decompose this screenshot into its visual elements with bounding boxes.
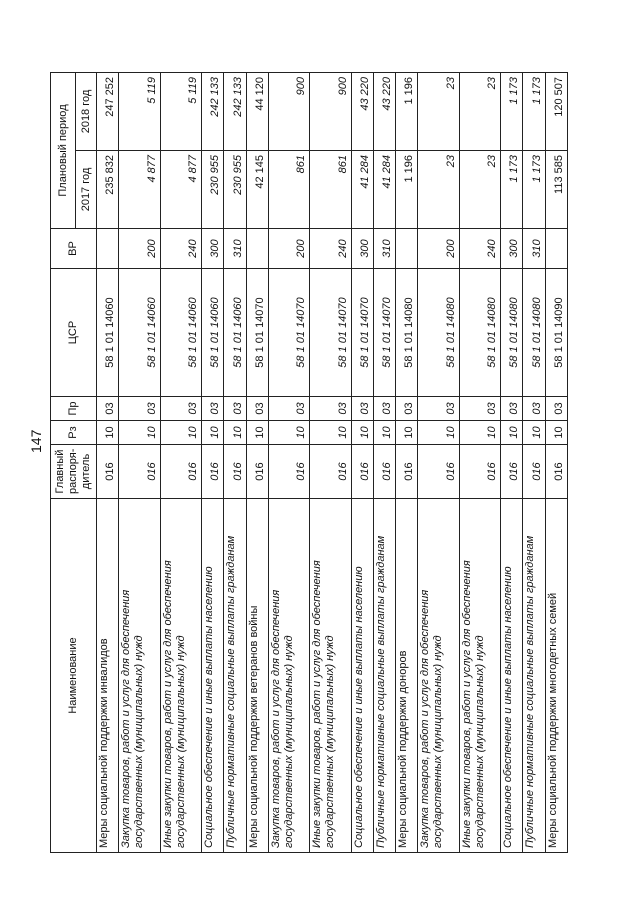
cell-v2017: 42 145 xyxy=(246,151,268,229)
cell-csr: 58 1 01 14060 xyxy=(97,269,119,397)
cell-v2017: 41 284 xyxy=(373,151,395,229)
cell-admin: 016 xyxy=(268,445,309,499)
cell-name: Социальное обеспечение и иные выплаты населению xyxy=(202,499,224,853)
col-header-2017: 2017 год xyxy=(76,151,97,229)
cell-admin: 016 xyxy=(202,445,224,499)
cell-pr: 03 xyxy=(119,397,160,421)
cell-v2018: 23 xyxy=(418,73,459,151)
page-number: 147 xyxy=(28,429,44,453)
table-row xyxy=(160,73,201,853)
cell-name: Публичные нормативные социальные выплаты гражданам xyxy=(224,499,246,853)
cell-csr: 58 1 01 14080 xyxy=(501,269,523,397)
cell-v2018: 1 173 xyxy=(501,73,523,151)
cell-pr: 03 xyxy=(396,397,418,421)
col-header-plan: Плановый период xyxy=(51,73,76,229)
cell-pr: 03 xyxy=(373,397,395,421)
cell-pr: 03 xyxy=(160,397,201,421)
cell-v2018: 242 133 xyxy=(202,73,224,151)
table-row xyxy=(523,73,545,853)
cell-v2017: 861 xyxy=(310,151,351,229)
cell-pr: 03 xyxy=(459,397,500,421)
cell-csr: 58 1 01 14070 xyxy=(246,269,268,397)
cell-v2018: 900 xyxy=(310,73,351,151)
cell-v2018: 5 119 xyxy=(160,73,201,151)
cell-name: Социальное обеспечение и иные выплаты населению xyxy=(501,499,523,853)
cell-csr: 58 1 01 14060 xyxy=(202,269,224,397)
cell-v2017: 4 877 xyxy=(160,151,201,229)
cell-csr: 58 1 01 14070 xyxy=(310,269,351,397)
cell-name: Публичные нормативные социальные выплаты гражданам xyxy=(523,499,545,853)
cell-v2018: 43 220 xyxy=(373,73,395,151)
cell-vr: 300 xyxy=(351,229,373,269)
cell-admin: 016 xyxy=(224,445,246,499)
cell-csr: 58 1 01 14060 xyxy=(119,269,160,397)
cell-vr xyxy=(246,229,268,269)
cell-csr: 58 1 01 14080 xyxy=(418,269,459,397)
col-header-admin: Главный распоря-дитель xyxy=(51,445,97,499)
cell-admin: 016 xyxy=(310,445,351,499)
cell-vr: 200 xyxy=(119,229,160,269)
cell-pr: 03 xyxy=(523,397,545,421)
cell-rz: 10 xyxy=(545,421,567,445)
table-row xyxy=(202,73,224,853)
cell-rz: 10 xyxy=(268,421,309,445)
cell-vr: 200 xyxy=(268,229,309,269)
cell-v2018: 120 507 xyxy=(545,73,567,151)
table-row xyxy=(119,73,160,853)
cell-v2018: 900 xyxy=(268,73,309,151)
table-row xyxy=(418,73,459,853)
cell-name: Закупка товаров, работ и услуг для обеспечения государственных (муниципальных) нужд xyxy=(418,499,459,853)
cell-name: Публичные нормативные социальные выплаты гражданам xyxy=(373,499,395,853)
cell-name: Меры социальной поддержки ветеранов войны xyxy=(246,499,268,853)
table-row xyxy=(373,73,395,853)
cell-admin: 016 xyxy=(545,445,567,499)
cell-name: Меры социальной поддержки инвалидов xyxy=(97,499,119,853)
cell-admin: 016 xyxy=(418,445,459,499)
table-body xyxy=(97,73,568,853)
cell-vr: 200 xyxy=(418,229,459,269)
cell-pr: 03 xyxy=(97,397,119,421)
cell-vr: 300 xyxy=(202,229,224,269)
table-row xyxy=(459,73,500,853)
cell-csr: 58 1 01 14060 xyxy=(224,269,246,397)
cell-rz: 10 xyxy=(351,421,373,445)
cell-name: Иные закупки товаров, работ и услуг для обеспечения государственных (муниципальных) нужд xyxy=(160,499,201,853)
cell-vr: 310 xyxy=(523,229,545,269)
cell-pr: 03 xyxy=(202,397,224,421)
cell-v2017: 230 955 xyxy=(202,151,224,229)
cell-rz: 10 xyxy=(224,421,246,445)
cell-csr: 58 1 01 14080 xyxy=(523,269,545,397)
cell-admin: 016 xyxy=(459,445,500,499)
cell-pr: 03 xyxy=(246,397,268,421)
cell-admin: 016 xyxy=(523,445,545,499)
budget-table xyxy=(50,72,568,853)
cell-rz: 10 xyxy=(310,421,351,445)
cell-admin: 016 xyxy=(396,445,418,499)
table-row xyxy=(396,73,418,853)
cell-rz: 10 xyxy=(396,421,418,445)
cell-pr: 03 xyxy=(418,397,459,421)
cell-rz: 10 xyxy=(418,421,459,445)
cell-csr: 58 1 01 14070 xyxy=(351,269,373,397)
col-header-pr: Пр xyxy=(51,397,97,421)
cell-admin: 016 xyxy=(246,445,268,499)
cell-v2018: 247 252 xyxy=(97,73,119,151)
cell-name: Иные закупки товаров, работ и услуг для обеспечения государственных (муниципальных) нужд xyxy=(310,499,351,853)
cell-v2018: 1 196 xyxy=(396,73,418,151)
cell-admin: 016 xyxy=(160,445,201,499)
col-header-2018: 2018 год xyxy=(76,73,97,151)
cell-rz: 10 xyxy=(246,421,268,445)
col-header-rz: Рз xyxy=(51,421,97,445)
table-row xyxy=(545,73,567,853)
cell-v2017: 23 xyxy=(459,151,500,229)
cell-name: Меры социальной поддержки доноров xyxy=(396,499,418,853)
cell-v2018: 43 220 xyxy=(351,73,373,151)
table-row xyxy=(501,73,523,853)
cell-v2017: 235 832 xyxy=(97,151,119,229)
cell-vr: 310 xyxy=(373,229,395,269)
cell-v2018: 242 133 xyxy=(224,73,246,151)
cell-csr: 58 1 01 14060 xyxy=(160,269,201,397)
cell-v2017: 861 xyxy=(268,151,309,229)
cell-vr xyxy=(97,229,119,269)
cell-v2017: 41 284 xyxy=(351,151,373,229)
cell-admin: 016 xyxy=(119,445,160,499)
cell-rz: 10 xyxy=(160,421,201,445)
cell-rz: 10 xyxy=(202,421,224,445)
cell-v2017: 1 196 xyxy=(396,151,418,229)
cell-name: Меры социальной поддержки многодетных семей xyxy=(545,499,567,853)
cell-vr: 240 xyxy=(160,229,201,269)
cell-vr: 240 xyxy=(459,229,500,269)
cell-vr xyxy=(396,229,418,269)
cell-v2018: 23 xyxy=(459,73,500,151)
cell-v2018: 44 120 xyxy=(246,73,268,151)
cell-rz: 10 xyxy=(523,421,545,445)
cell-csr: 58 1 01 14070 xyxy=(373,269,395,397)
cell-rz: 10 xyxy=(97,421,119,445)
cell-vr xyxy=(545,229,567,269)
rotated-table-wrapper xyxy=(50,73,568,853)
cell-vr: 300 xyxy=(501,229,523,269)
table-row xyxy=(310,73,351,853)
col-header-name: Наименование xyxy=(51,499,97,853)
cell-pr: 03 xyxy=(224,397,246,421)
cell-admin: 016 xyxy=(97,445,119,499)
cell-csr: 58 1 01 14080 xyxy=(459,269,500,397)
cell-pr: 03 xyxy=(501,397,523,421)
cell-csr: 58 1 01 14080 xyxy=(396,269,418,397)
cell-rz: 10 xyxy=(459,421,500,445)
cell-csr: 58 1 01 14070 xyxy=(268,269,309,397)
cell-pr: 03 xyxy=(310,397,351,421)
col-header-vr: ВР xyxy=(51,229,97,269)
cell-csr: 58 1 01 14090 xyxy=(545,269,567,397)
cell-admin: 016 xyxy=(351,445,373,499)
cell-v2018: 1 173 xyxy=(523,73,545,151)
cell-name: Иные закупки товаров, работ и услуг для обеспечения государственных (муниципальных) нужд xyxy=(459,499,500,853)
table-row xyxy=(246,73,268,853)
cell-pr: 03 xyxy=(351,397,373,421)
cell-pr: 03 xyxy=(545,397,567,421)
cell-admin: 016 xyxy=(501,445,523,499)
cell-name: Социальное обеспечение и иные выплаты населению xyxy=(351,499,373,853)
cell-admin: 016 xyxy=(373,445,395,499)
cell-v2017: 4 877 xyxy=(119,151,160,229)
cell-rz: 10 xyxy=(373,421,395,445)
cell-name: Закупка товаров, работ и услуг для обеспечения государственных (муниципальных) нужд xyxy=(268,499,309,853)
cell-v2018: 5 119 xyxy=(119,73,160,151)
cell-rz: 10 xyxy=(119,421,160,445)
cell-v2017: 23 xyxy=(418,151,459,229)
table-row xyxy=(97,73,119,853)
col-header-csr: ЦСР xyxy=(51,269,97,397)
table-row xyxy=(351,73,373,853)
table-row xyxy=(224,73,246,853)
cell-v2017: 113 585 xyxy=(545,151,567,229)
cell-v2017: 1 173 xyxy=(501,151,523,229)
cell-name: Закупка товаров, работ и услуг для обеспечения государственных (муниципальных) нужд xyxy=(119,499,160,853)
cell-pr: 03 xyxy=(268,397,309,421)
cell-vr: 240 xyxy=(310,229,351,269)
cell-rz: 10 xyxy=(501,421,523,445)
table-row xyxy=(268,73,309,853)
cell-v2017: 230 955 xyxy=(224,151,246,229)
cell-vr: 310 xyxy=(224,229,246,269)
cell-v2017: 1 173 xyxy=(523,151,545,229)
